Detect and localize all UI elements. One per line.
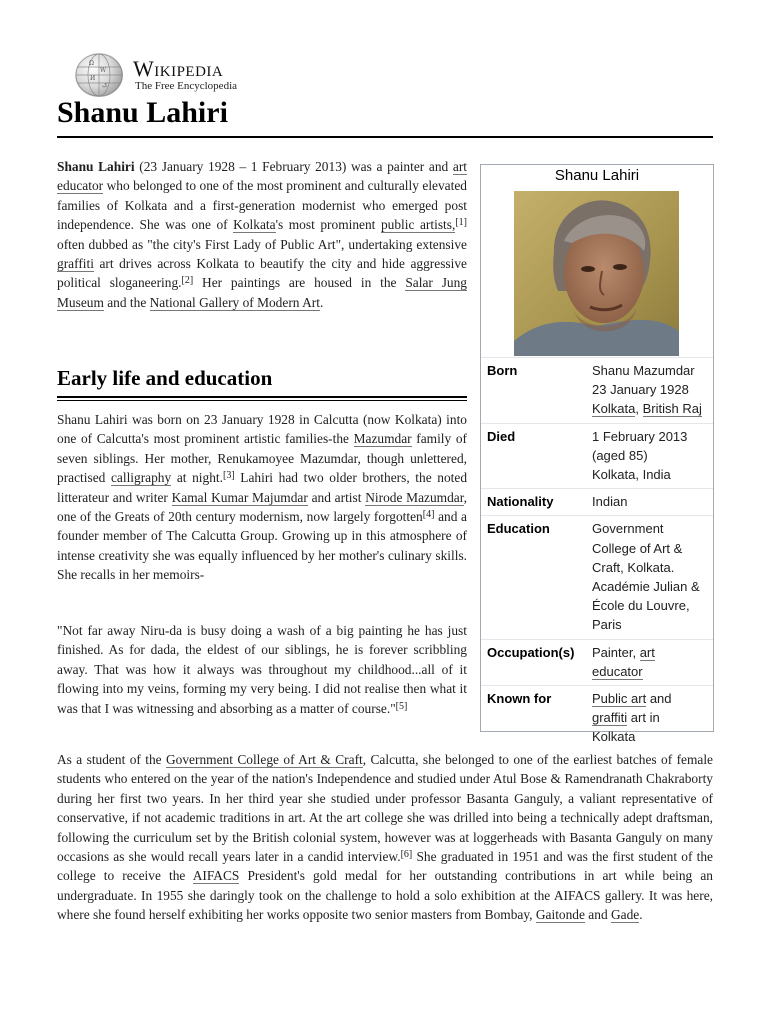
link-graffiti[interactable]: graffiti: [57, 256, 94, 272]
education-line: École du Louvre,: [592, 598, 690, 614]
portrait-photo[interactable]: [514, 191, 679, 356]
title-divider: [57, 136, 713, 138]
infobox-row-known-for: [481, 685, 713, 751]
text: at night.: [171, 470, 223, 486]
text: and the: [103, 294, 150, 310]
svg-text:И: И: [90, 75, 96, 82]
known-line: [592, 708, 710, 727]
label-education: Education: [487, 521, 550, 537]
link-art-educator-2[interactable]: educator: [592, 663, 643, 679]
education-line: Government: [592, 521, 664, 537]
text: .: [639, 907, 643, 923]
infobox: [480, 164, 714, 745]
died-date: 1 February 2013: [592, 428, 688, 444]
born-name: Shanu Mazumdar: [592, 363, 695, 378]
text: art in: [627, 710, 660, 726]
early-life-section: [57, 410, 467, 585]
svg-text:W: W: [100, 67, 107, 74]
text: and artist: [307, 489, 366, 505]
link-graffiti-infobox[interactable]: graffiti: [592, 710, 628, 726]
link-art-educator-1[interactable]: art: [639, 644, 655, 660]
known-line: [592, 689, 710, 708]
link-aifacs[interactable]: AIFACS: [192, 868, 240, 884]
link-mazumdar[interactable]: Mazumdar: [353, 431, 412, 447]
wikipedia-wordmark: Wikipedia: [133, 56, 224, 81]
text: , one of the Greats of 20th century modernism, now largely forgotten: [57, 489, 468, 525]
svg-text:Ω: Ω: [89, 60, 94, 67]
link-nirode-mazumdar[interactable]: Nirode Mazumdar: [365, 489, 464, 505]
died-age: (aged 85): [592, 447, 648, 463]
occupation-line: [592, 662, 710, 681]
quote-paragraph: [57, 621, 467, 718]
infobox-rows: [481, 357, 713, 751]
link-government-college[interactable]: Government College of Art & Craft: [166, 752, 363, 767]
label-died: Died: [487, 428, 516, 444]
page-title: Shanu Lahiri: [57, 96, 228, 129]
reference-6[interactable]: [6]: [400, 849, 413, 861]
text: Lahiri had two older brothers, the noted litterateur and writer: [57, 470, 468, 505]
infobox-title: Shanu Lahiri: [554, 167, 640, 184]
value-occupation: [592, 643, 710, 681]
infobox-row-education: [481, 515, 713, 638]
education-line: Académie Julian &: [592, 579, 700, 595]
infobox-row-died: [481, 423, 713, 489]
text: and: [646, 691, 672, 707]
link-art-educator[interactable]: art educator: [57, 159, 467, 194]
student-paragraph: [57, 750, 713, 925]
intro-paragraph: [57, 157, 467, 312]
section-heading-early-life: Early life and education: [57, 366, 273, 390]
text: Her paintings are housed in the: [193, 275, 406, 291]
quote-text: "Not far away Niru-da is busy doing a wash of a big painting he has just finished. As for dada, the eldest of our siblings, he is forever scribbling away. That was how it always was throughout my childhood...all of it flowing into my veins, forming my very being. I did not realise then what it was that I was witnessing and absorbing as a matter of course.": [57, 623, 467, 716]
svg-text:ک: ک: [102, 82, 108, 89]
education-line: Craft, Kolkata.: [592, 559, 675, 575]
student-section: [57, 750, 713, 925]
subject-name: Shanu Lahiri: [57, 159, 135, 174]
link-born-kolkata[interactable]: Kolkata: [592, 401, 636, 417]
text: family of seven siblings. Her mother, Renukamoyee Mazumdar, though unlettered, practised: [57, 431, 467, 486]
reference-5[interactable]: [5]: [395, 700, 408, 712]
text: .: [319, 294, 324, 310]
text: Shanu Lahiri was born on 23 January 1928 in Calcutta (now Kolkata) into one of Calcutta's most prominent artistic families-the: [57, 412, 467, 447]
text: Painter,: [592, 644, 640, 660]
text: (23 January 1928 – 1 February 2013) was a painter and: [134, 159, 453, 174]
link-british-raj[interactable]: British Raj: [642, 401, 702, 417]
link-public-artists[interactable]: public artists,: [380, 217, 456, 233]
link-kolkata[interactable]: Kolkata: [233, 217, 276, 233]
born-date: 23 January 1928: [592, 382, 689, 398]
text: art drives across Kolkata to beautify the city and hide aggressive political sloganeering.: [57, 256, 467, 291]
text: who belonged to one of the most prominent and culturally elevated families of Kolkata and a first-generation modernist who emerged post independence. She was one of: [57, 178, 467, 233]
text: She graduated in 1951 and was the first student of the college to receive the: [57, 849, 713, 884]
born-place: [592, 399, 710, 418]
value-died: [592, 427, 710, 485]
value-known-for: [592, 689, 710, 747]
text: and: [584, 907, 611, 923]
link-public-art[interactable]: Public art: [592, 691, 647, 707]
link-calligraphy[interactable]: calligraphy: [110, 470, 172, 486]
text: As a student of the: [57, 752, 166, 767]
value-education: [592, 519, 710, 634]
link-salar-jung-museum[interactable]: Salar Jung Museum: [57, 275, 467, 310]
infobox-row-born: [481, 357, 713, 423]
died-place: Kolkata, India: [592, 467, 671, 483]
section-divider: [57, 396, 467, 398]
intro-section: [57, 157, 467, 312]
label-born: Born: [487, 363, 518, 378]
text: often dubbed as "the city's First Lady of Public Art", undertaking extensive: [57, 236, 467, 252]
section-divider-thin: [57, 400, 467, 401]
occupation-line: [592, 643, 710, 662]
infobox-row-occupation: [481, 639, 713, 685]
education-line: Paris: [592, 617, 622, 633]
wikipedia-logo[interactable]: [75, 53, 255, 99]
text: ,: [635, 401, 643, 417]
reference-4[interactable]: [4]: [422, 509, 435, 521]
early-life-paragraph: [57, 410, 467, 585]
value-born: [592, 361, 710, 419]
reference-2[interactable]: [2]: [181, 275, 194, 287]
known-line: Kolkata: [592, 729, 636, 745]
memoir-quote: [57, 621, 467, 718]
link-gade[interactable]: Gade: [610, 907, 640, 923]
label-occupation: Occupation(s): [487, 644, 575, 660]
portrait-image: [514, 191, 679, 356]
text: President's gold medal for her outstanding contributions in art while being an undergraduate. In 1955 she daringly took on the challenge to hold a solo exhibition at the AIFACS gallery. It was here, where she found herself exhibiting her works opposite two senior masters from Bombay,: [57, 868, 713, 923]
text: 's most prominent: [275, 217, 381, 233]
wikipedia-tagline: The Free Encyclopedia: [135, 80, 238, 92]
reference-3[interactable]: [3]: [223, 470, 235, 482]
infobox-row-nationality: [481, 488, 713, 515]
value-nationality: Indian: [592, 494, 628, 510]
text: and a founder member of The Calcutta Group. Growing up in this atmosphere of intense creativity she was equally influenced by her mother's culinary skills. She recalls in her memoirs-: [57, 509, 467, 583]
education-line: College of Art &: [592, 540, 683, 556]
label-known-for: Known for: [487, 691, 552, 707]
text: , Calcutta, she belonged to one of the earliest batches of female students who entered on the year of the nation's Independence and studied under Atul Bose & Ramendranath Chakraborty during her first two years. In her third year she studied under professor Basanta Ganguly, a valiant representative of conservative, if not academic traditions in art. At the art college she was drilled into being a technically adept draftsman, following the curriculum set by the British colonial system, however was at loggerheads with Basanta Ganguly on many occasions as she would recall years later in a candid interview.: [57, 752, 713, 865]
link-national-gallery[interactable]: National Gallery of Modern Art: [149, 294, 320, 310]
link-gaitonde[interactable]: Gaitonde: [535, 907, 585, 923]
reference-1[interactable]: [1]: [455, 217, 467, 229]
label-nationality: Nationality: [487, 494, 554, 510]
globe-puzzle-icon: [75, 53, 123, 97]
link-kamal-kumar-majumdar[interactable]: Kamal Kumar Majumdar: [171, 489, 308, 505]
